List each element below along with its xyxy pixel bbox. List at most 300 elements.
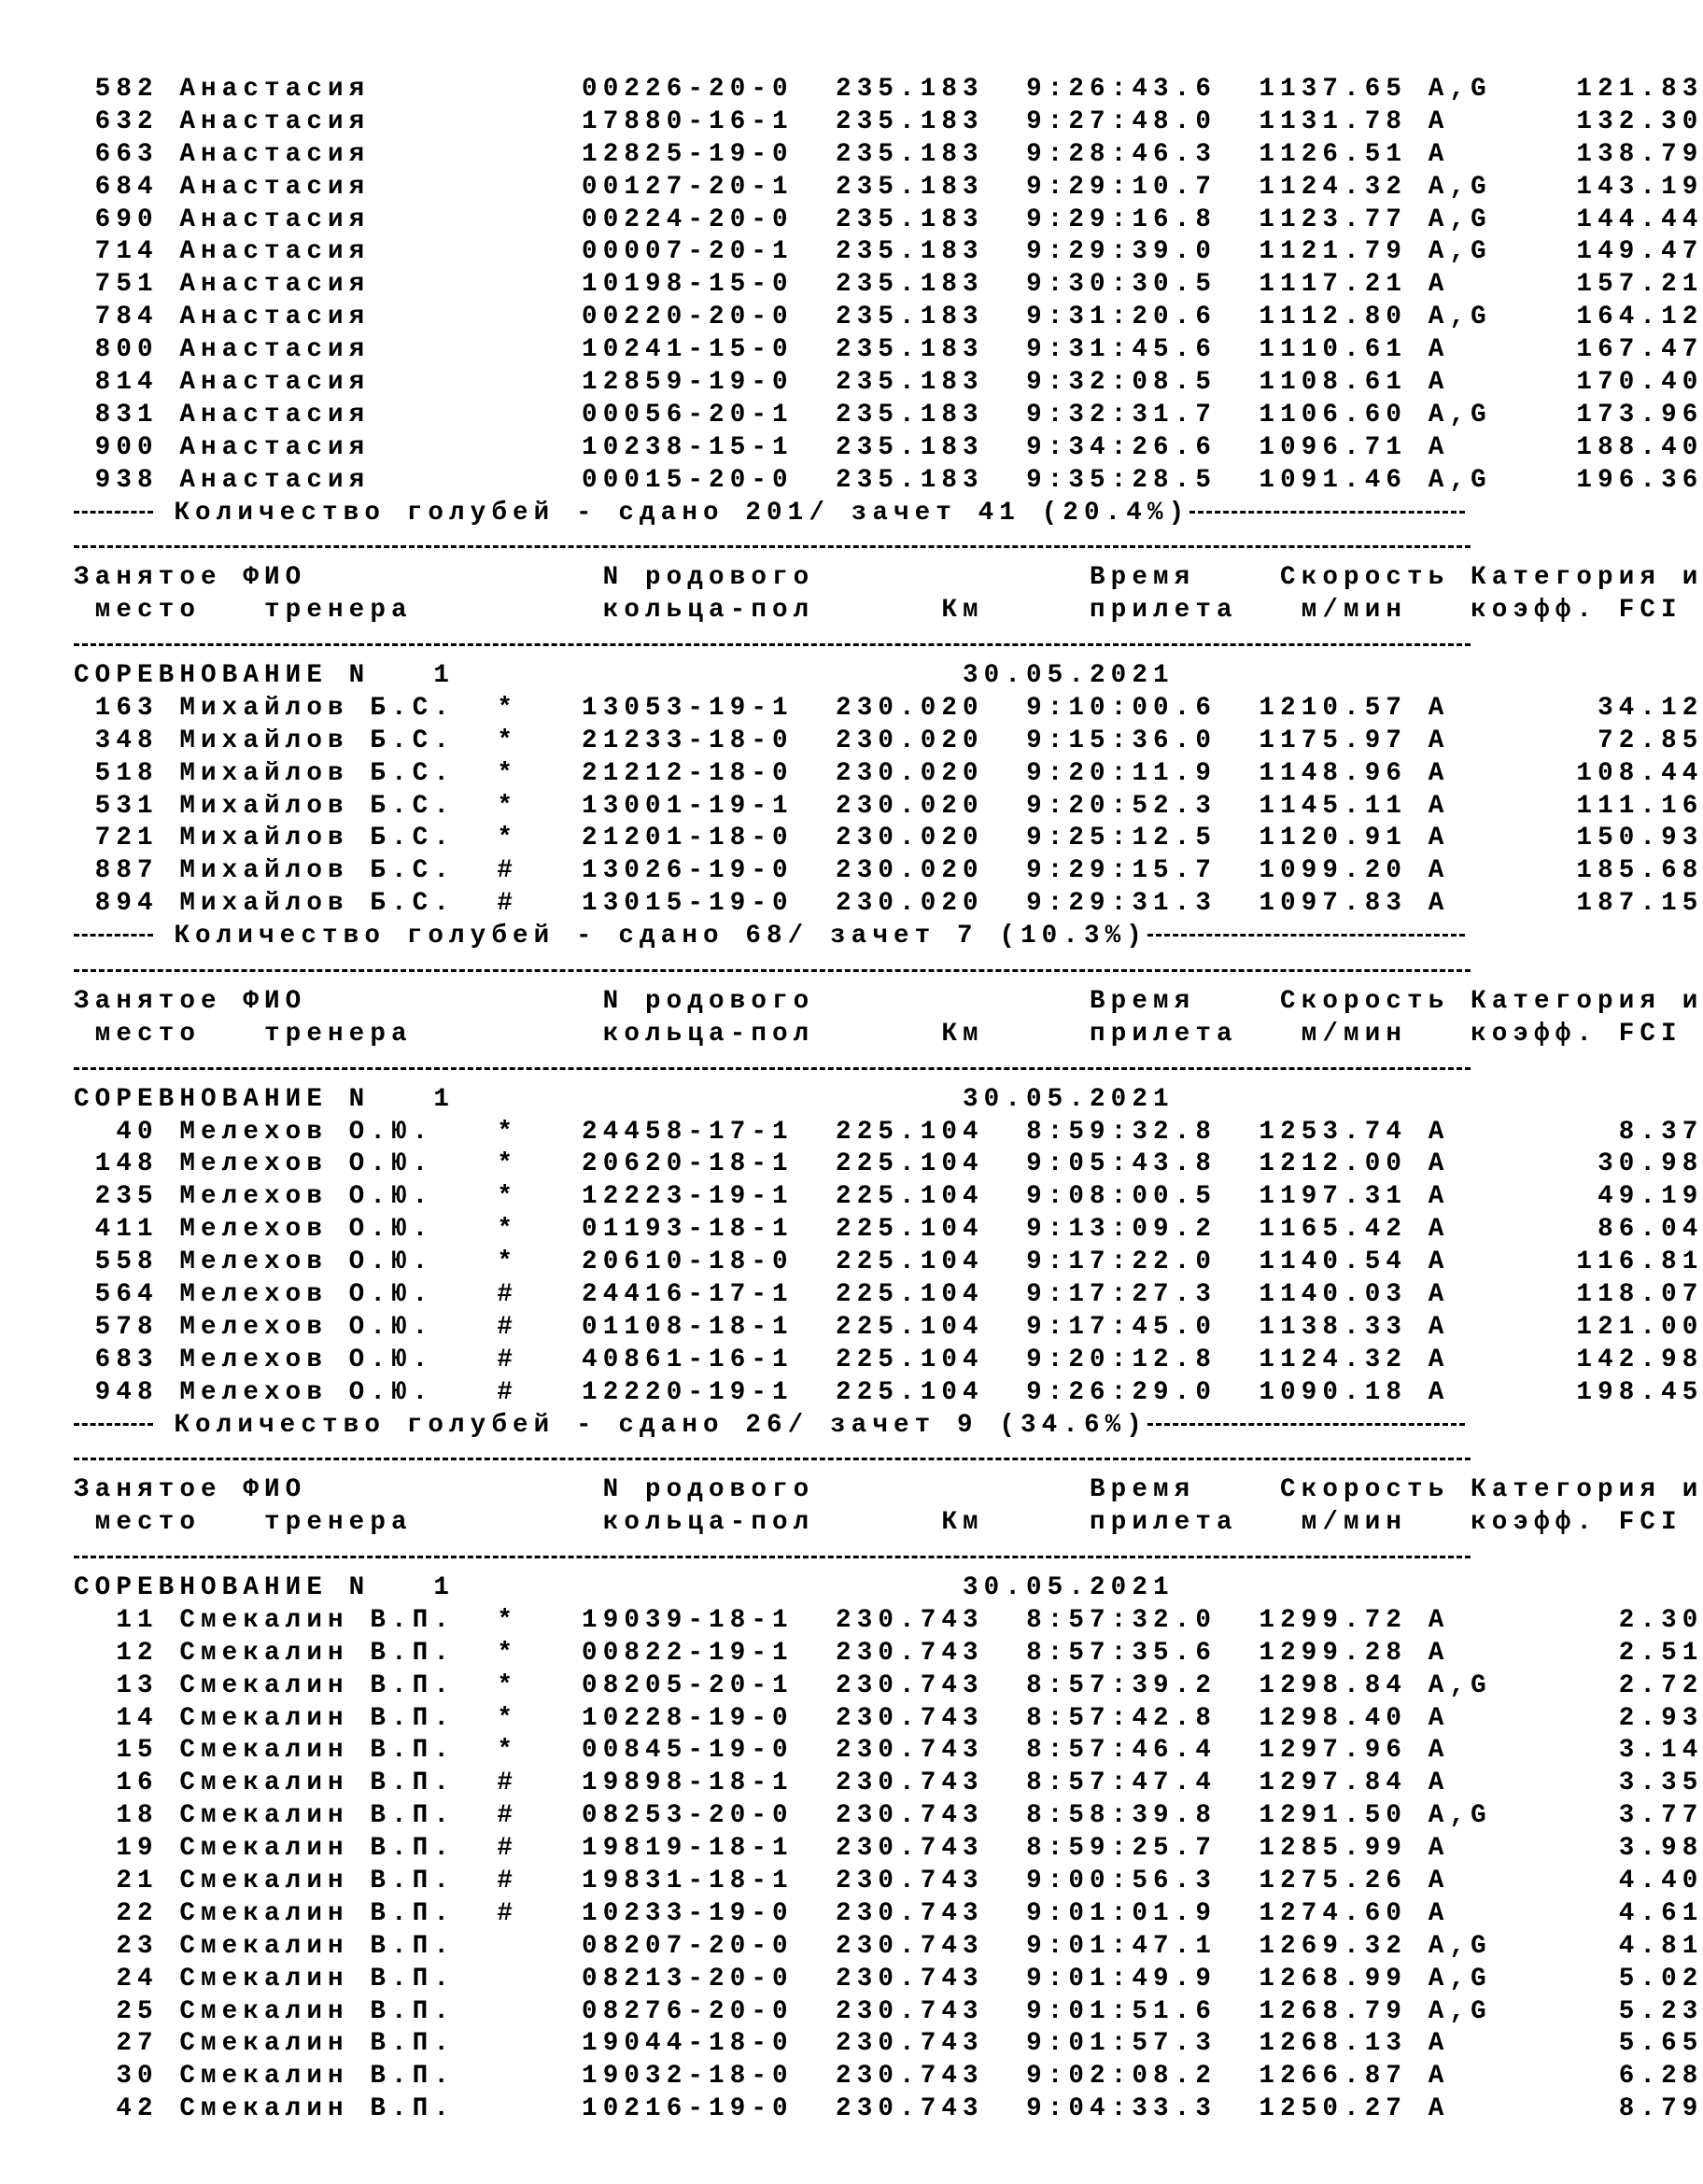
mark: * xyxy=(497,726,540,755)
category: A,G xyxy=(1428,303,1492,332)
place: 663 xyxy=(74,139,159,169)
result-row xyxy=(74,1638,1703,1670)
speed: 1131.78 xyxy=(1237,106,1408,136)
mark: # xyxy=(497,1345,540,1374)
ring-number: 13026-19-0 xyxy=(582,856,794,886)
distance-km: 230.743 xyxy=(836,1638,984,1668)
trainer-name: Смекалин В.П. xyxy=(179,1638,498,1668)
trainer-name: Смекалин В.П. xyxy=(179,2062,498,2092)
place: 348 xyxy=(74,726,159,755)
results-document xyxy=(74,74,1703,2126)
occupied-label: Занятое xyxy=(74,563,222,593)
ring-number: 00007-20-1 xyxy=(582,237,794,267)
trainer-name: Михайлов Б.С. xyxy=(179,791,498,821)
speed: 1197.31 xyxy=(1237,1182,1408,1212)
distance-km: 230.020 xyxy=(836,693,984,723)
mark: * xyxy=(497,791,540,821)
distance-km: 230.743 xyxy=(836,2062,984,2092)
speed: 1268.79 xyxy=(1237,1996,1408,2026)
place: 18 xyxy=(74,1801,159,1831)
distance-km: 230.743 xyxy=(836,1605,984,1635)
mark xyxy=(497,237,539,266)
coefficient: 121.83 xyxy=(1491,75,1703,104)
speed: 1210.57 xyxy=(1237,693,1408,723)
result-row xyxy=(74,302,1703,334)
arrival-time: 9:05:43.8 xyxy=(1026,1149,1217,1179)
arrival-time: 8:57:39.2 xyxy=(1026,1670,1217,1700)
coefficient: 5.02 xyxy=(1491,1964,1703,1994)
ring-number: 17880-16-1 xyxy=(582,106,794,136)
place: 894 xyxy=(74,889,159,919)
occupied-label: Занятое xyxy=(74,1475,222,1505)
coefficient: 187.15 xyxy=(1491,889,1703,919)
category: A xyxy=(1428,1377,1492,1407)
arrival-time: 9:29:16.8 xyxy=(1026,204,1217,234)
place: 148 xyxy=(74,1149,159,1179)
distance-km: 225.104 xyxy=(836,1377,984,1407)
competition-title: СОРЕВНОВАНИЕ N 1 xyxy=(74,1572,455,1602)
coefficient: 108.44 xyxy=(1491,758,1703,788)
coefficient: 34.12 xyxy=(1491,693,1703,723)
distance-km: 235.183 xyxy=(836,335,984,365)
trainer-name: Анастасия xyxy=(179,432,498,462)
place: 518 xyxy=(74,758,159,788)
speed: 1212.00 xyxy=(1237,1149,1408,1179)
ring-gender-label: кольца-пол xyxy=(602,1508,815,1538)
coefficient: 116.81 xyxy=(1491,1247,1703,1277)
speed: 1110.61 xyxy=(1237,335,1408,365)
coefficient: 86.04 xyxy=(1491,1215,1703,1245)
mark: # xyxy=(497,1898,540,1928)
result-row xyxy=(74,1931,1703,1964)
result-row xyxy=(74,1866,1703,1898)
ring-label: N родового xyxy=(602,986,815,1016)
distance-km: 235.183 xyxy=(836,465,984,495)
place: 784 xyxy=(74,303,159,332)
mark: * xyxy=(497,1605,540,1635)
distance-km: 235.183 xyxy=(836,139,984,169)
speed: 1106.60 xyxy=(1237,400,1408,430)
ring-number: 01193-18-1 xyxy=(582,1215,794,1245)
category: A,G xyxy=(1428,1931,1492,1961)
arrival-time: 9:27:48.0 xyxy=(1026,106,1217,136)
distance-km: 235.183 xyxy=(836,303,984,332)
arrival-time: 9:01:57.3 xyxy=(1026,2029,1217,2059)
place: 235 xyxy=(74,1182,159,1212)
category: A,G xyxy=(1428,400,1492,430)
trainer-label: тренера xyxy=(264,1508,413,1538)
summary-dash-right xyxy=(1189,511,1465,514)
place: 12 xyxy=(74,1638,159,1668)
trainer-name: Мелехов О.Ю. xyxy=(179,1279,498,1309)
result-row xyxy=(74,823,1703,855)
coefficient: 8.37 xyxy=(1491,1117,1703,1147)
result-row xyxy=(74,1898,1703,1931)
ring-number: 12223-19-1 xyxy=(582,1182,794,1212)
place-label: место xyxy=(94,1508,202,1538)
ring-gender-label: кольца-пол xyxy=(602,1019,815,1049)
place: 15 xyxy=(74,1736,159,1766)
arrival-time: 9:00:56.3 xyxy=(1026,1866,1217,1895)
distance-km: 230.020 xyxy=(836,726,984,755)
result-row xyxy=(74,1247,1703,1279)
place: 938 xyxy=(74,465,159,495)
distance-km: 225.104 xyxy=(836,1279,984,1309)
trainer-name: Мелехов О.Ю. xyxy=(179,1215,498,1245)
fio-label: ФИО xyxy=(243,563,307,593)
result-row xyxy=(74,791,1703,824)
mark: * xyxy=(497,1736,540,1766)
place: 16 xyxy=(74,1768,159,1798)
speed: 1124.32 xyxy=(1237,1345,1408,1374)
competition-title-line xyxy=(74,660,1703,693)
distance-km: 230.020 xyxy=(836,824,984,853)
ring-number: 19044-18-0 xyxy=(582,2029,794,2059)
ring-number: 00056-20-1 xyxy=(582,400,794,430)
speed: 1145.11 xyxy=(1237,791,1408,821)
distance-km: 225.104 xyxy=(836,1345,984,1374)
category: A xyxy=(1428,368,1492,398)
distance-km: 230.743 xyxy=(836,2029,984,2059)
ring-number: 10228-19-0 xyxy=(582,1703,794,1733)
coefficient: 4.81 xyxy=(1491,1931,1703,1961)
coef-label: коэфф. FCI xyxy=(1471,1019,1682,1049)
mark: # xyxy=(497,1768,540,1798)
ring-number: 12825-19-0 xyxy=(582,139,794,169)
category: A xyxy=(1428,1312,1492,1342)
coefficient: 167.47 xyxy=(1491,335,1703,365)
trainer-name: Смекалин В.П. xyxy=(179,1736,498,1766)
mark: * xyxy=(497,693,540,723)
trainer-name: Михайлов Б.С. xyxy=(179,758,498,788)
pigeon-count-summary: Количество голубей - сдано 26/ зачет 9 (34.6%) xyxy=(174,1410,1147,1440)
result-row xyxy=(74,367,1703,400)
place: 684 xyxy=(74,172,159,202)
distance-km: 225.104 xyxy=(836,1215,984,1245)
result-row xyxy=(74,334,1703,367)
ring-number: 10198-15-0 xyxy=(582,270,794,300)
section-divider xyxy=(74,1442,1703,1474)
arrival-time: 9:01:51.6 xyxy=(1026,1996,1217,2026)
arrival-time: 9:13:09.2 xyxy=(1026,1215,1217,1245)
trainer-name: Смекалин В.П. xyxy=(179,1670,498,1700)
distance-km: 235.183 xyxy=(836,368,984,398)
trainer-name: Смекалин В.П. xyxy=(179,1996,498,2026)
arrival-time: 8:59:25.7 xyxy=(1026,1834,1217,1864)
ring-number: 00822-19-1 xyxy=(582,1638,794,1668)
result-row xyxy=(74,888,1703,921)
distance-km: 230.743 xyxy=(836,1670,984,1700)
result-row xyxy=(74,1214,1703,1247)
coefficient: 144.44 xyxy=(1491,204,1703,234)
coefficient: 3.14 xyxy=(1491,1736,1703,1766)
trainer-name: Смекалин В.П. xyxy=(179,1964,498,1994)
km-label: Км xyxy=(941,596,984,626)
distance-km: 235.183 xyxy=(836,237,984,267)
category: A,G xyxy=(1428,1801,1492,1831)
category-label: Категория и xyxy=(1471,986,1703,1016)
distance-km: 225.104 xyxy=(836,1149,984,1179)
coefficient: 3.98 xyxy=(1491,1834,1703,1864)
place: 24 xyxy=(74,1964,159,1994)
mark: * xyxy=(497,1117,540,1147)
trainer-name: Смекалин В.П. xyxy=(179,1931,498,1961)
arrival-time: 9:35:28.5 xyxy=(1026,465,1217,495)
trainer-name: Анастасия xyxy=(179,270,498,300)
distance-km: 235.183 xyxy=(836,432,984,462)
arrival-time: 9:29:10.7 xyxy=(1026,172,1217,202)
trainer-name: Мелехов О.Ю. xyxy=(179,1149,498,1179)
distance-km: 225.104 xyxy=(836,1312,984,1342)
arrival-time: 9:26:29.0 xyxy=(1026,1377,1217,1407)
result-row xyxy=(74,465,1703,498)
ring-number: 24458-17-1 xyxy=(582,1117,794,1147)
arrival-label: прилета xyxy=(1090,1508,1238,1538)
category: A xyxy=(1428,1703,1492,1733)
category: A,G xyxy=(1428,1670,1492,1700)
place: 23 xyxy=(74,1931,159,1961)
speed: 1253.74 xyxy=(1237,1117,1408,1147)
ring-number: 20610-18-0 xyxy=(582,1247,794,1277)
distance-km: 235.183 xyxy=(836,106,984,136)
speed: 1124.32 xyxy=(1237,172,1408,202)
coefficient: 4.61 xyxy=(1491,1898,1703,1928)
competition-date: 30.05.2021 xyxy=(963,661,1175,691)
pigeon-count-summary: Количество голубей - сдано 201/ зачет 41 (20.4%) xyxy=(174,498,1190,528)
place: 887 xyxy=(74,856,159,886)
trainer-name: Анастасия xyxy=(179,106,498,136)
result-row xyxy=(74,1117,1703,1149)
place: 800 xyxy=(74,335,159,365)
category: A xyxy=(1428,1768,1492,1798)
trainer-name: Анастасия xyxy=(179,237,498,267)
distance-km: 230.743 xyxy=(836,2094,984,2124)
trainer-name: Смекалин В.П. xyxy=(179,1768,498,1798)
result-row xyxy=(74,1735,1703,1768)
place: 564 xyxy=(74,1279,159,1309)
place: 19 xyxy=(74,1834,159,1864)
arrival-time: 9:10:00.6 xyxy=(1026,693,1217,723)
speed: 1140.03 xyxy=(1237,1279,1408,1309)
header-line-2 xyxy=(74,1019,1703,1051)
summary-dash-right xyxy=(1147,1423,1465,1426)
speed: 1099.20 xyxy=(1237,856,1408,886)
result-row xyxy=(74,1605,1703,1638)
result-row xyxy=(74,139,1703,172)
coefficient: 4.40 xyxy=(1491,1866,1703,1895)
mark: # xyxy=(497,856,540,886)
trainer-name: Анастасия xyxy=(179,75,498,104)
arrival-time: 9:15:36.0 xyxy=(1026,726,1217,755)
header-line-2 xyxy=(74,1507,1703,1540)
distance-km: 225.104 xyxy=(836,1117,984,1147)
category: A,G xyxy=(1428,75,1492,104)
distance-km: 230.743 xyxy=(836,1866,984,1895)
competition-date: 30.05.2021 xyxy=(963,1572,1175,1602)
result-row xyxy=(74,1377,1703,1410)
distance-km: 230.743 xyxy=(836,1703,984,1733)
ring-number: 10216-19-0 xyxy=(582,2094,794,2124)
ring-number: 00220-20-0 xyxy=(582,303,794,332)
coefficient: 6.28 xyxy=(1491,2062,1703,2092)
category-label: Категория и xyxy=(1471,1475,1703,1505)
arrival-time: 9:08:00.5 xyxy=(1026,1182,1217,1212)
header-line-2 xyxy=(74,595,1703,627)
speed-label: Скорость xyxy=(1280,1475,1450,1505)
arrival-time: 8:59:32.8 xyxy=(1026,1117,1217,1147)
header-line-1 xyxy=(74,562,1703,595)
arrival-time: 9:20:11.9 xyxy=(1026,758,1217,788)
ring-number: 08276-20-0 xyxy=(582,1996,794,2026)
arrival-time: 9:17:27.3 xyxy=(1026,1279,1217,1309)
coefficient: 185.68 xyxy=(1491,856,1703,886)
speed: 1112.80 xyxy=(1237,303,1408,332)
mark xyxy=(497,335,539,364)
category: A,G xyxy=(1428,1964,1492,1994)
place: 632 xyxy=(74,106,159,136)
arrival-time: 9:34:26.6 xyxy=(1026,432,1217,462)
coefficient: 132.30 xyxy=(1491,106,1703,136)
distance-km: 235.183 xyxy=(836,204,984,234)
result-row xyxy=(74,1312,1703,1345)
competition-title-line xyxy=(74,1572,1703,1605)
mark xyxy=(497,1932,539,1961)
mark: * xyxy=(497,1149,540,1179)
time-label: Время xyxy=(1090,1475,1196,1505)
result-row xyxy=(74,1670,1703,1703)
place: 11 xyxy=(74,1605,159,1635)
category: A xyxy=(1428,1279,1492,1309)
place: 831 xyxy=(74,400,159,430)
mark: # xyxy=(497,889,540,919)
ring-number: 40861-16-1 xyxy=(582,1345,794,1374)
ring-number: 13001-19-1 xyxy=(582,791,794,821)
result-row xyxy=(74,204,1703,237)
category: A,G xyxy=(1428,465,1492,495)
category: A xyxy=(1428,1215,1492,1245)
category: A xyxy=(1428,1247,1492,1277)
speed: 1138.33 xyxy=(1237,1312,1408,1342)
coef-label: коэфф. FCI xyxy=(1471,1508,1682,1538)
result-row xyxy=(74,172,1703,204)
result-row xyxy=(74,1279,1703,1312)
category: A xyxy=(1428,1345,1492,1374)
result-row xyxy=(74,432,1703,465)
category: A xyxy=(1428,1149,1492,1179)
speed: 1268.13 xyxy=(1237,2029,1408,2059)
mark: # xyxy=(497,1312,540,1342)
competition-title: СОРЕВНОВАНИЕ N 1 xyxy=(74,1084,455,1114)
category: A xyxy=(1428,139,1492,169)
category: A xyxy=(1428,856,1492,886)
distance-km: 235.183 xyxy=(836,172,984,202)
ring-number: 19032-18-0 xyxy=(582,2062,794,2092)
coefficient: 150.93 xyxy=(1491,824,1703,853)
trainer-name: Смекалин В.П. xyxy=(179,1866,498,1895)
distance-km: 225.104 xyxy=(836,1182,984,1212)
speed: 1126.51 xyxy=(1237,139,1408,169)
unit-label: м/мин xyxy=(1301,1019,1408,1049)
arrival-time: 9:01:47.1 xyxy=(1026,1931,1217,1961)
place: 531 xyxy=(74,791,159,821)
result-row xyxy=(74,1768,1703,1800)
mark: * xyxy=(497,1247,540,1277)
section-divider xyxy=(74,953,1703,986)
result-row xyxy=(74,236,1703,269)
distance-km: 230.020 xyxy=(836,856,984,886)
trainer-name: Михайлов Б.С. xyxy=(179,856,498,886)
trainer-name: Смекалин В.П. xyxy=(179,1834,498,1864)
category: A xyxy=(1428,2029,1492,2059)
trainer-name: Смекалин В.П. xyxy=(179,1801,498,1831)
summary-line xyxy=(74,1410,1703,1443)
coefficient: 5.23 xyxy=(1491,1996,1703,2026)
place: 578 xyxy=(74,1312,159,1342)
arrival-time: 8:57:32.0 xyxy=(1026,1605,1217,1635)
arrival-time: 9:17:22.0 xyxy=(1026,1247,1217,1277)
coefficient: 170.40 xyxy=(1491,368,1703,398)
speed: 1123.77 xyxy=(1237,204,1408,234)
ring-number: 00226-20-0 xyxy=(582,75,794,104)
trainer-name: Михайлов Б.С. xyxy=(179,726,498,755)
ring-number: 08207-20-0 xyxy=(582,1931,794,1961)
speed: 1299.72 xyxy=(1237,1605,1408,1635)
fio-label: ФИО xyxy=(243,1475,307,1505)
arrival-time: 9:04:33.3 xyxy=(1026,2094,1217,2124)
distance-km: 230.743 xyxy=(836,1898,984,1928)
trainer-name: Смекалин В.П. xyxy=(179,1898,498,1928)
category: A xyxy=(1428,1736,1492,1766)
category: A xyxy=(1428,2062,1492,2092)
speed-label: Скорость xyxy=(1280,986,1450,1016)
summary-dash-right xyxy=(1147,934,1465,937)
mark: * xyxy=(497,1182,540,1212)
speed: 1268.99 xyxy=(1237,1964,1408,1994)
summary-line xyxy=(74,921,1703,953)
header-divider xyxy=(74,1051,1703,1084)
place: 22 xyxy=(74,1898,159,1928)
category: A xyxy=(1428,758,1492,788)
arrival-time: 9:20:12.8 xyxy=(1026,1345,1217,1374)
speed: 1140.54 xyxy=(1237,1247,1408,1277)
mark xyxy=(497,107,539,136)
trainer-name: Мелехов О.Ю. xyxy=(179,1345,498,1374)
header-line-1 xyxy=(74,1474,1703,1507)
arrival-time: 9:20:52.3 xyxy=(1026,791,1217,821)
ring-number: 19831-18-1 xyxy=(582,1866,794,1895)
category: A xyxy=(1428,889,1492,919)
category: A xyxy=(1428,270,1492,300)
ring-number: 01108-18-1 xyxy=(582,1312,794,1342)
trainer-name: Анастасия xyxy=(179,139,498,169)
ring-number: 00015-20-0 xyxy=(582,465,794,495)
result-row xyxy=(74,693,1703,726)
category: A xyxy=(1428,106,1492,136)
distance-km: 230.743 xyxy=(836,1996,984,2026)
place: 582 xyxy=(74,75,159,104)
coef-label: коэфф. FCI xyxy=(1471,596,1682,626)
coefficient: 164.12 xyxy=(1491,303,1703,332)
result-row xyxy=(74,2028,1703,2061)
trainer-name: Анастасия xyxy=(179,335,498,365)
result-row xyxy=(74,855,1703,888)
speed: 1091.46 xyxy=(1237,465,1408,495)
trainer-name: Михайлов Б.С. xyxy=(179,889,498,919)
trainer-name: Смекалин В.П. xyxy=(179,1605,498,1635)
ring-number: 13015-19-0 xyxy=(582,889,794,919)
trainer-name: Смекалин В.П. xyxy=(179,1703,498,1733)
speed: 1090.18 xyxy=(1237,1377,1408,1407)
